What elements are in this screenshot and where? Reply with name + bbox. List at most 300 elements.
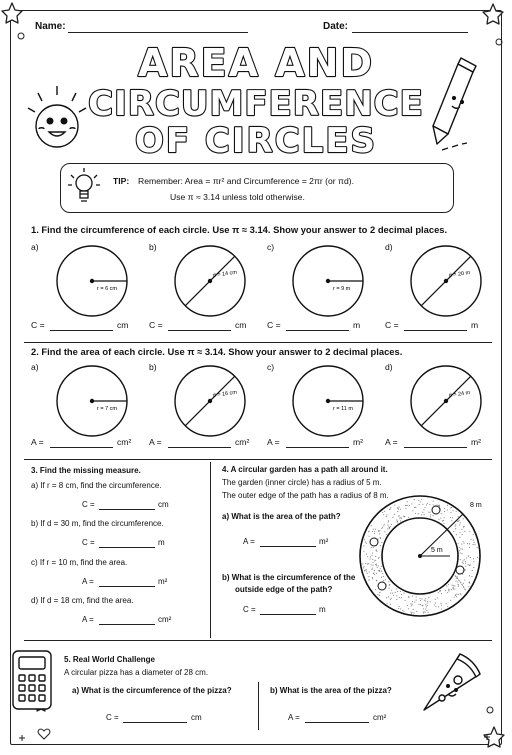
path-texture-dot [425, 600, 426, 601]
path-texture-dot [430, 514, 431, 515]
path-texture-dot [399, 606, 400, 607]
path-texture-dot [395, 592, 396, 593]
path-texture-dot [407, 605, 408, 606]
path-texture-dot [448, 584, 449, 585]
path-texture-dot [376, 564, 377, 565]
name-label: Name: [35, 21, 66, 32]
path-texture-dot [412, 601, 413, 602]
path-texture-dot [460, 522, 461, 523]
path-texture-dot [453, 587, 454, 588]
path-texture-dot [430, 512, 431, 513]
answer-field[interactable] [168, 447, 231, 448]
title-line-1: AREA AND [137, 41, 375, 85]
path-texture-dot [365, 570, 366, 571]
path-texture-dot [455, 524, 456, 525]
path-texture-dot [413, 609, 414, 610]
path-texture-dot [379, 592, 380, 593]
path-texture-dot [438, 505, 439, 506]
item-letter: b) [149, 242, 157, 252]
path-texture-dot [451, 520, 452, 521]
path-texture-dot [386, 534, 387, 535]
path-texture-dot [380, 538, 381, 539]
item-letter: b) [149, 362, 157, 372]
path-texture-dot [392, 593, 393, 594]
q3-question: d) If d = 18 cm, find the area. [31, 596, 134, 605]
path-texture-dot [469, 547, 470, 548]
path-texture-dot [473, 567, 474, 568]
path-texture-dot [376, 565, 377, 566]
path-texture-dot [463, 541, 464, 542]
path-texture-dot [412, 604, 413, 605]
path-texture-dot [388, 588, 389, 589]
divider [210, 462, 211, 638]
path-texture-dot [437, 505, 438, 506]
answer-field[interactable] [286, 330, 349, 331]
path-texture-dot [454, 597, 455, 598]
q5-b-answer-field[interactable] [305, 722, 369, 723]
q4-question-a: a) What is the area of the path? [222, 512, 341, 521]
path-texture-dot [459, 524, 460, 525]
path-texture-dot [412, 510, 413, 511]
q4-a-answer-field[interactable] [260, 546, 316, 547]
path-texture-dot [428, 612, 429, 613]
outer-radius-label: 8 m [470, 502, 482, 509]
path-texture-dot [451, 589, 452, 590]
path-texture-dot [473, 558, 474, 559]
path-texture-dot [420, 501, 421, 502]
path-texture-dot [363, 567, 364, 568]
path-texture-dot [415, 507, 416, 508]
path-texture-dot [387, 528, 388, 529]
path-texture-dot [433, 515, 434, 516]
q3-prefix: C = [82, 538, 95, 547]
path-texture-dot [403, 593, 404, 594]
path-texture-dot [458, 585, 459, 586]
path-texture-dot [367, 556, 368, 557]
path-texture-dot [420, 604, 421, 605]
heart-icon [38, 729, 50, 739]
path-texture-dot [469, 575, 470, 576]
answer-field[interactable] [404, 447, 467, 448]
path-texture-dot [451, 585, 452, 586]
path-texture-dot [414, 499, 415, 500]
path-texture-dot [380, 537, 381, 538]
path-texture-dot [377, 567, 378, 568]
path-texture-dot [393, 595, 394, 596]
pencil-icon [433, 58, 476, 150]
q4-a-prefix: A = [243, 537, 255, 546]
path-texture-dot [403, 611, 404, 612]
path-texture-dot [389, 528, 390, 529]
q5-a-unit: cm [191, 713, 202, 722]
path-texture-dot [371, 525, 372, 526]
divider [24, 459, 492, 460]
answer-unit: m [471, 320, 479, 330]
measure-label: r = 11 m [333, 406, 353, 412]
q5-question-a: a) What is the circumference of the pizza? [72, 686, 232, 695]
path-texture-dot [389, 584, 390, 585]
circle-diagram [52, 241, 132, 321]
path-texture-dot [384, 524, 385, 525]
path-texture-dot [402, 610, 403, 611]
answer-field[interactable] [50, 330, 113, 331]
path-texture-dot [470, 564, 471, 565]
path-texture-dot [401, 594, 402, 595]
title-graphic [0, 0, 512, 160]
q3-question: b) If d = 30 m, find the circumference. [31, 519, 164, 528]
path-texture-dot [457, 581, 458, 582]
path-texture-dot [473, 561, 474, 562]
path-texture-dot [382, 573, 383, 574]
path-texture-dot [411, 503, 412, 504]
path-texture-dot [372, 565, 373, 566]
path-texture-dot [458, 586, 459, 587]
path-texture-dot [464, 559, 465, 560]
path-texture-dot [407, 505, 408, 506]
path-texture-dot [423, 612, 424, 613]
title-line-2: CIRCUMFERENCE [88, 84, 424, 124]
path-texture-dot [430, 516, 431, 517]
answer-field[interactable] [286, 447, 349, 448]
path-texture-dot [379, 530, 380, 531]
path-texture-dot [422, 605, 423, 606]
q4-a-unit: m² [319, 537, 329, 546]
path-texture-dot [367, 564, 368, 565]
path-texture-dot [394, 514, 395, 515]
path-texture-dot [400, 520, 401, 521]
path-texture-dot [460, 552, 461, 553]
q4-line-2: The outer edge of the path has a radius of 8 m. [222, 491, 389, 500]
q5-question-b: b) What is the area of the pizza? [270, 686, 392, 695]
path-texture-dot [375, 564, 376, 565]
path-texture-dot [462, 549, 463, 550]
path-texture-dot [440, 603, 441, 604]
path-texture-dot [423, 509, 424, 510]
path-texture-dot [382, 527, 383, 528]
path-texture-dot [378, 558, 379, 559]
path-texture-dot [424, 514, 425, 515]
path-texture-dot [452, 517, 453, 518]
path-texture-dot [447, 606, 448, 607]
path-texture-dot [373, 573, 374, 574]
q3-answer-field[interactable] [99, 586, 155, 587]
answer-unit: m² [471, 437, 482, 447]
path-texture-dot [461, 544, 462, 545]
path-texture-dot [433, 501, 434, 502]
path-texture-dot [462, 562, 463, 563]
q3-answer-field[interactable] [99, 509, 155, 510]
path-texture-dot [388, 521, 389, 522]
path-texture-dot [438, 519, 439, 520]
path-texture-dot [370, 556, 371, 557]
path-texture-dot [418, 500, 419, 501]
path-texture-dot [446, 603, 447, 604]
path-texture-dot [438, 592, 439, 593]
path-texture-dot [368, 576, 369, 577]
path-texture-dot [438, 606, 439, 607]
path-texture-dot [386, 514, 387, 515]
path-texture-dot [375, 529, 376, 530]
path-texture-dot [408, 597, 409, 598]
answer-unit: cm [117, 320, 129, 330]
path-texture-dot [399, 597, 400, 598]
path-texture-dot [444, 511, 445, 512]
path-texture-dot [425, 608, 426, 609]
path-texture-dot [381, 577, 382, 578]
lightbulb-icon [66, 166, 102, 208]
divider [258, 682, 259, 730]
path-texture-dot [459, 580, 460, 581]
item-letter: d) [385, 362, 393, 372]
path-texture-dot [386, 516, 387, 517]
path-texture-dot [404, 516, 405, 517]
q3-question: c) If r = 10 m, find the area. [31, 558, 128, 567]
answer-field[interactable] [168, 330, 231, 331]
path-texture-dot [399, 518, 400, 519]
path-texture-dot [464, 580, 465, 581]
path-texture-dot [416, 611, 417, 612]
path-texture-dot [375, 560, 376, 561]
path-texture-dot [443, 520, 444, 521]
q4-question-b-2: outside edge of the path? [235, 585, 333, 594]
path-texture-dot [366, 571, 367, 572]
path-texture-dot [425, 507, 426, 508]
path-texture-dot [414, 602, 415, 603]
path-texture-dot [383, 526, 384, 527]
path-texture-dot [427, 603, 428, 604]
path-texture-dot [400, 509, 401, 510]
path-texture-dot [428, 597, 429, 598]
path-texture-dot [455, 580, 456, 581]
answer-prefix: A = [385, 437, 398, 447]
circle-doodle-icon [487, 707, 493, 713]
path-texture-dot [461, 529, 462, 530]
path-texture-dot [458, 594, 459, 595]
path-texture-dot [397, 522, 398, 523]
path-texture-dot [427, 503, 428, 504]
answer-prefix: C = [385, 320, 399, 330]
path-texture-dot [397, 591, 398, 592]
path-texture-dot [374, 570, 375, 571]
path-texture-dot [469, 531, 470, 532]
path-texture-dot [465, 561, 466, 562]
path-texture-dot [374, 531, 375, 532]
path-texture-dot [365, 563, 366, 564]
path-texture-dot [443, 523, 444, 524]
path-texture-dot [369, 558, 370, 559]
path-texture-dot [477, 557, 478, 558]
tip-label: TIP: [113, 176, 130, 186]
path-texture-dot [425, 612, 426, 613]
path-texture-dot [384, 531, 385, 532]
path-texture-dot [373, 529, 374, 530]
q3-question: a) If r = 8 cm, find the circumference. [31, 481, 162, 490]
q4-b-answer-field[interactable] [260, 614, 316, 615]
path-texture-dot [374, 574, 375, 575]
path-texture-dot [427, 605, 428, 606]
path-texture-dot [401, 597, 402, 598]
path-texture-dot [463, 587, 464, 588]
path-texture-dot [462, 534, 463, 535]
path-texture-dot [372, 578, 373, 579]
q3-prefix: A = [82, 615, 94, 624]
path-texture-dot [470, 557, 471, 558]
pizza-slice-icon [414, 646, 486, 716]
path-texture-dot [456, 578, 457, 579]
path-texture-dot [372, 562, 373, 563]
path-texture-dot [390, 593, 391, 594]
path-texture-dot [400, 608, 401, 609]
path-texture-dot [397, 511, 398, 512]
q5-title: 5. Real World Challenge [64, 655, 155, 664]
path-texture-dot [439, 506, 440, 507]
path-texture-dot [461, 553, 462, 554]
q3-prefix: A = [82, 577, 94, 586]
q3-answer-field[interactable] [99, 547, 155, 548]
path-texture-dot [459, 547, 460, 548]
q3-answer-field[interactable] [99, 624, 155, 625]
circle-diagram [406, 241, 486, 321]
path-texture-dot [472, 570, 473, 571]
path-texture-dot [426, 504, 427, 505]
path-texture-dot [424, 600, 425, 601]
circle-diagram [406, 361, 486, 441]
path-texture-dot [447, 505, 448, 506]
answer-prefix: C = [149, 320, 163, 330]
answer-unit: m² [353, 437, 364, 447]
path-texture-dot [447, 509, 448, 510]
path-texture-dot [474, 544, 475, 545]
path-texture-dot [465, 569, 466, 570]
path-texture-dot [466, 557, 467, 558]
path-texture-dot [405, 508, 406, 509]
path-texture-dot [415, 513, 416, 514]
path-texture-dot [477, 547, 478, 548]
path-texture-dot [372, 568, 373, 569]
measure-label: d = 16 cm [212, 389, 238, 399]
item-letter: a) [31, 362, 39, 372]
path-texture-dot [470, 539, 471, 540]
path-texture-dot [420, 598, 421, 599]
path-texture-dot [468, 555, 469, 556]
path-texture-dot [421, 499, 422, 500]
path-texture-dot [391, 598, 392, 599]
path-texture-dot [456, 534, 457, 535]
path-texture-dot [391, 524, 392, 525]
path-texture-dot [447, 592, 448, 593]
measure-label: d = 24 m [448, 390, 471, 399]
item-letter: c) [267, 362, 275, 372]
circle-diagram [288, 241, 368, 321]
path-texture-dot [442, 520, 443, 521]
path-texture-dot [430, 601, 431, 602]
circle-diagram [288, 361, 368, 441]
path-texture-dot [433, 504, 434, 505]
path-texture-dot [398, 509, 399, 510]
measure-label: r = 9 m [333, 286, 351, 292]
path-texture-dot [388, 596, 389, 597]
path-texture-dot [473, 534, 474, 535]
path-texture-dot [458, 521, 459, 522]
path-texture-dot [421, 514, 422, 515]
answer-field[interactable] [404, 330, 467, 331]
path-texture-dot [444, 517, 445, 518]
inner-radius-label: 5 m [431, 547, 443, 554]
path-texture-dot [454, 585, 455, 586]
path-texture-dot [389, 509, 390, 510]
path-texture-dot [376, 580, 377, 581]
path-texture-dot [410, 603, 411, 604]
path-texture-dot [396, 588, 397, 589]
path-texture-dot [368, 580, 369, 581]
circle-diagram [170, 361, 250, 441]
path-texture-dot [423, 608, 424, 609]
path-texture-dot [376, 551, 377, 552]
q4-title: 4. A circular garden has a path all around it. [222, 465, 388, 474]
q3-title: 3. Find the missing measure. [31, 466, 141, 475]
path-texture-dot [381, 566, 382, 567]
q2-instruction: 2. Find the area of each circle. Use π ≈ 3.14. Show your answer to 2 decimal places. [31, 346, 403, 357]
path-texture-dot [455, 528, 456, 529]
path-texture-dot [463, 518, 464, 519]
circle-diagram [52, 361, 132, 441]
path-texture-dot [460, 559, 461, 560]
path-texture-dot [363, 566, 364, 567]
path-texture-dot [434, 604, 435, 605]
path-texture-dot [435, 606, 436, 607]
path-texture-dot [468, 564, 469, 565]
path-texture-dot [435, 599, 436, 600]
q3-unit: m² [158, 577, 168, 586]
path-texture-dot [440, 518, 441, 519]
path-texture-dot [456, 594, 457, 595]
path-texture-dot [368, 563, 369, 564]
path-texture-dot [410, 611, 411, 612]
path-texture-dot [460, 548, 461, 549]
path-texture-dot [427, 601, 428, 602]
answer-prefix: A = [31, 437, 44, 447]
q3-prefix: C = [82, 500, 95, 509]
divider [24, 342, 492, 343]
path-texture-dot [471, 576, 472, 577]
q5-a-answer-field[interactable] [123, 722, 187, 723]
path-texture-dot [366, 569, 367, 570]
q5-b-prefix: A = [288, 713, 300, 722]
answer-field[interactable] [50, 447, 113, 448]
answer-unit: m [353, 320, 361, 330]
path-texture-dot [363, 551, 364, 552]
path-texture-dot [376, 550, 377, 551]
path-texture-dot [386, 597, 387, 598]
path-texture-dot [371, 569, 372, 570]
path-texture-dot [450, 600, 451, 601]
path-texture-dot [374, 560, 375, 561]
q3-unit: m [158, 538, 165, 547]
path-texture-dot [399, 515, 400, 516]
path-texture-dot [419, 504, 420, 505]
path-texture-dot [457, 578, 458, 579]
path-texture-dot [450, 517, 451, 518]
path-texture-dot [421, 598, 422, 599]
path-texture-dot [455, 594, 456, 595]
path-texture-dot [362, 563, 363, 564]
path-texture-dot [467, 543, 468, 544]
path-texture-dot [460, 582, 461, 583]
path-texture-dot [441, 605, 442, 606]
sparkle-icon [19, 735, 25, 741]
tip-box [60, 163, 454, 213]
path-texture-dot [420, 600, 421, 601]
